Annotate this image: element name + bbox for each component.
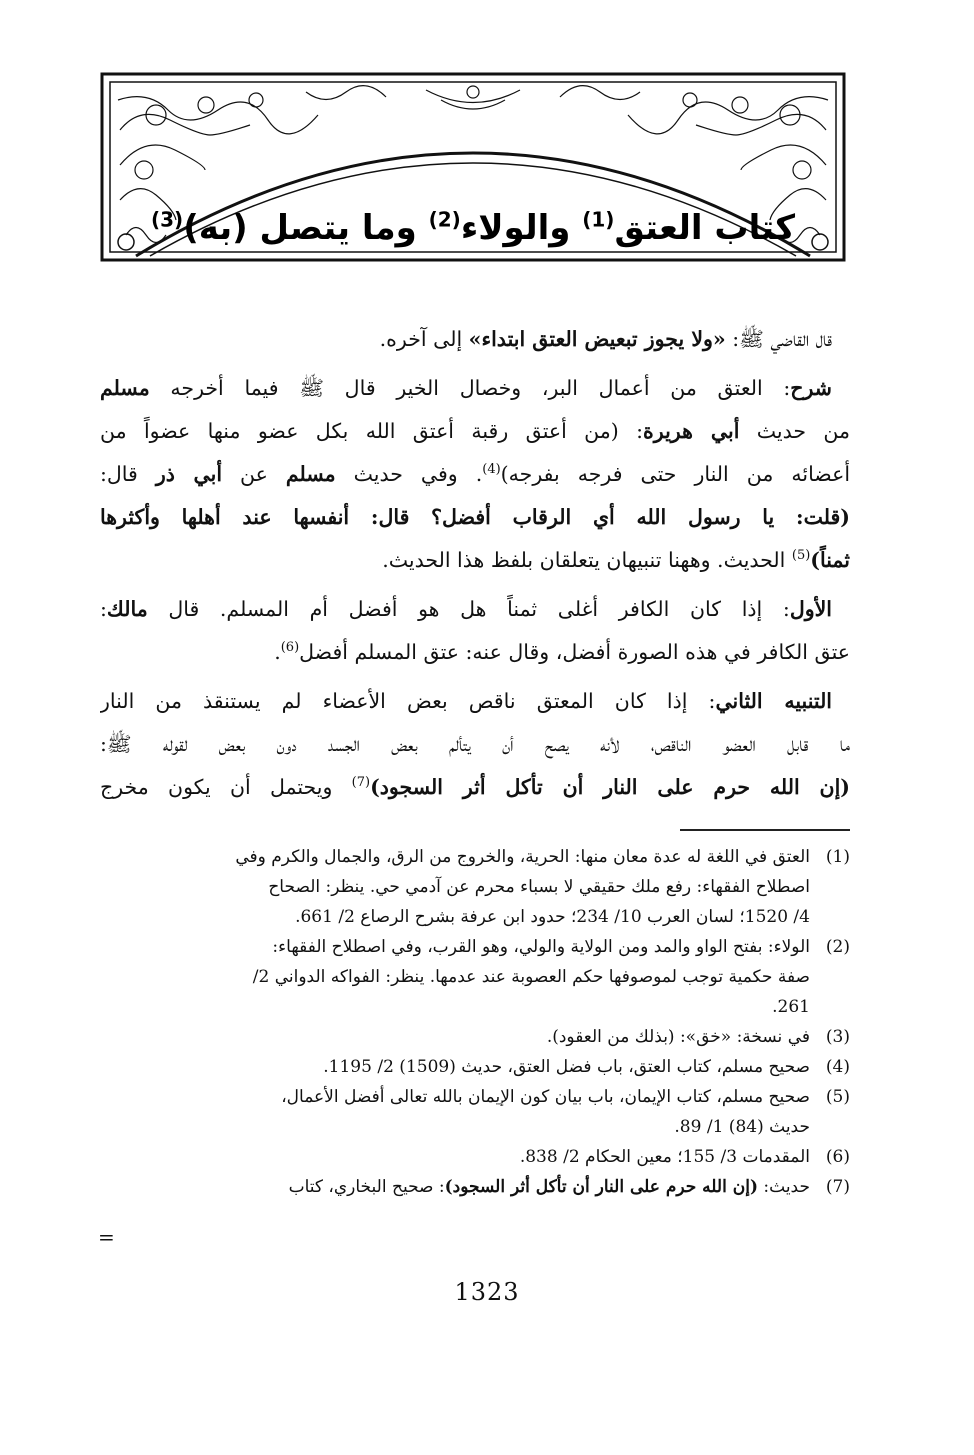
continuation-mark: =	[98, 1225, 115, 1249]
footnote-5: (5) صحيح مسلم، كتاب الإيمان، باب بيان كون الإيمان بالله تعالى أفضل الأعمال، حديث (84) 1/ 89.	[281, 1087, 850, 1137]
paragraph-4: التنبيه الثاني: إذا كان المعتق ناقص بعض الأعضاء لم يستنقذ من النار ما قابل العضو الناقص، لأنه يصح أن يتألم بعض الجسد دون بعض لقوله ﷺ: (إن الله حرم على النار أن تأكل أثر السجود)$^{(7)}$ ويحتمل أن يكون مخرج	[100, 689, 850, 799]
page-number: 1323	[454, 1278, 520, 1306]
chapter-title: كتاب العتق$^{(1)}$ والولاء$^{(2)}$ وما يتصل (به)$^{(3)}$	[150, 207, 795, 248]
footnote-4: (4) صحيح مسلم، كتاب العتق، باب فضل العتق، حديث (1509) 2/ 1195.	[323, 1057, 850, 1077]
main-text	[100, 318, 850, 809]
footnote-7: (7) حديث: (إن الله حرم على النار أن تأكل أثر السجود): صحيح البخاري، كتاب	[288, 1177, 850, 1197]
honorific-symbol: ﷺ	[739, 327, 764, 351]
paragraph-3: الأول: إذا كان الكافر أغلى ثمناً هل هو أفضل أم المسلم. قال مالك: عتق الكافر في هذه الصورة أفضل، وقال عنه: عتق المسلم أفضل$^{(6)}$.	[100, 597, 850, 664]
footnote-2: (2) الولاء: بفتح الواو والمد ومن الولاية والولي، وهو القرب، وفي اصطلاح الفقهاء: صفة حكمية توجب لموصوفها حكم العصوبة عند عدمها. ينظر: الفواكه الدواني 2/ 261.	[252, 937, 850, 1017]
paragraph-2: شرح: العتق من أعمال البر، وخصال الخير قال ﷺ فيما أخرجه مسلم من حديث أبي هريرة: (من أعتق رقبة أعتق الله بكل عضو منها عضواً من أعضائه من النار حتى فرجه بفرجه)$^{(4)}$. وفي حديث مسلم عن أبي ذر قال: (قلت: يا رسول الله أي الرقاب أفضل؟ قال: أنفسها عند أهلها وأكثرها ثمناً)$^{(5)}$ الحديث. وههنا تنبيهان يتعلقان بلفظ هذا الحديث.	[100, 376, 850, 572]
footnote-6: (6) المقدمات 3/ 155؛ معين الحكام 2/ 838.	[519, 1147, 850, 1167]
footnotes	[100, 842, 850, 1202]
footnote-1: (1) العتق في اللغة له عدة معان منها: الحرية، والخروج من الرق، والجمال والكرم وفي اصطلاح الفقهاء: رفع ملك حقيقي لا بسباء محرم عن آدمي حي. ينظر: الصحاح 4/ 1520؛ لسان العرب 10/ 234؛ حدود ابن عرفة بشرح الرصاع 2/ 661.	[235, 847, 850, 927]
footnote-3: (3) في نسخة: «خق»: (بذلك من العقود).	[546, 1027, 850, 1047]
paragraph-1: قال القاضي ﷺ: «ولا يجوز تبعيض العتق ابتداء» إلى آخره.	[379, 327, 832, 351]
footnote-divider	[680, 829, 850, 831]
